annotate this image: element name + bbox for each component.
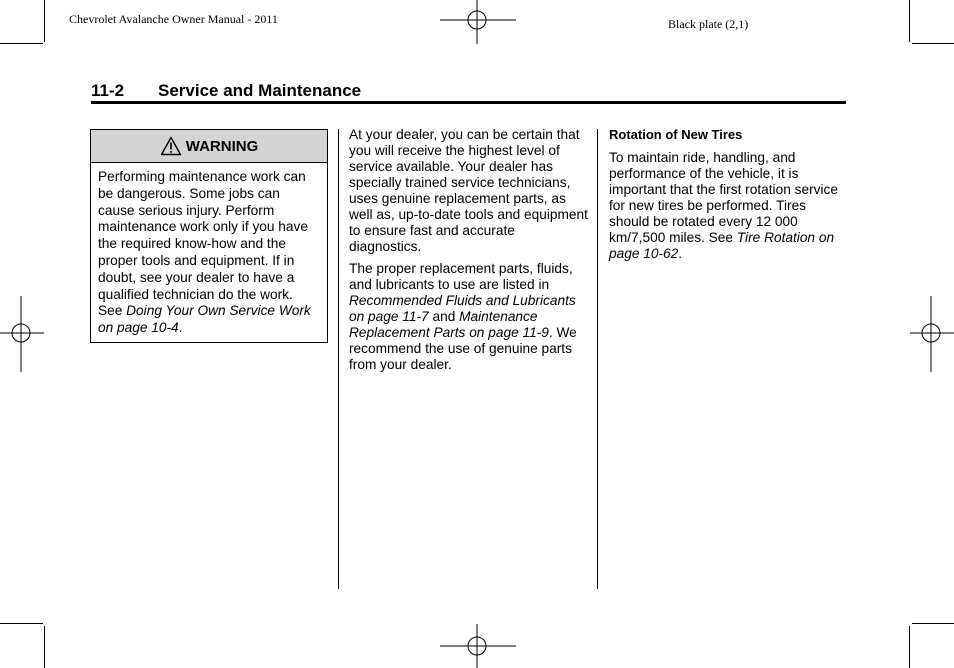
warning-box xyxy=(90,129,328,343)
column-2 xyxy=(349,127,589,379)
column-3 xyxy=(609,127,841,268)
subheading: Rotation of New Tires xyxy=(609,127,743,142)
registration-mark-top xyxy=(440,0,516,44)
column-divider xyxy=(338,129,339,589)
paragraph: The proper replacement parts, fluids, and lubricants to use are listed in Recommended Fluids and Lubricants on page 11-7 and Maintenance Replacement Parts on page 11-9. We recommend the use of genuine parts from your dealer. xyxy=(349,261,577,372)
column-divider xyxy=(597,129,598,589)
paragraph: To maintain ride, handling, and performance of the vehicle, it is important that the first rotation service for new tires be performed. Tires should be rotated every 12 000 km/7,500 miles. See Tire Rotation on page 10-62. xyxy=(609,150,838,261)
paragraph: At your dealer, you can be certain that you will receive the highest level of service available. Your dealer has specially trained service technicians, uses genuine replacement parts, as well as, up-to-date tools and equipment to ensure fast and accurate diagnostics. xyxy=(349,127,588,254)
section-number: 11-2 xyxy=(91,81,125,100)
warning-text: Performing maintenance work can be dangerous. Some jobs can cause serious injury. Perform maintenance work only if you have the required know-how and the proper tools and equipment. If in doubt, see your dealer to have a qualified technician do the work. See Doing Your Own Service Work on page 10-4. xyxy=(98,169,311,336)
cross-reference: Recommended Fluids and Lubricants on page 11-7 xyxy=(349,293,576,324)
warning-header xyxy=(91,130,327,163)
running-header-plate: Black plate (2,1) xyxy=(668,17,749,31)
cross-reference: Tire Rotation on page 10-62 xyxy=(609,230,835,261)
section-title: Service and Maintenance xyxy=(158,81,362,100)
running-header-title: Chevrolet Avalanche Owner Manual - 2011 xyxy=(69,12,278,26)
section-rule xyxy=(91,101,846,104)
warning-label: WARNING xyxy=(185,137,259,155)
warning-triangle-icon xyxy=(160,136,182,156)
registration-mark-right xyxy=(910,296,954,372)
registration-mark-bottom xyxy=(440,624,516,668)
cross-reference: Maintenance Replacement Parts on page 11-9 xyxy=(349,309,549,340)
section-heading xyxy=(91,81,361,101)
registration-mark-left xyxy=(0,296,44,372)
cross-reference: Doing Your Own Service Work on page 10-4 xyxy=(98,303,311,336)
